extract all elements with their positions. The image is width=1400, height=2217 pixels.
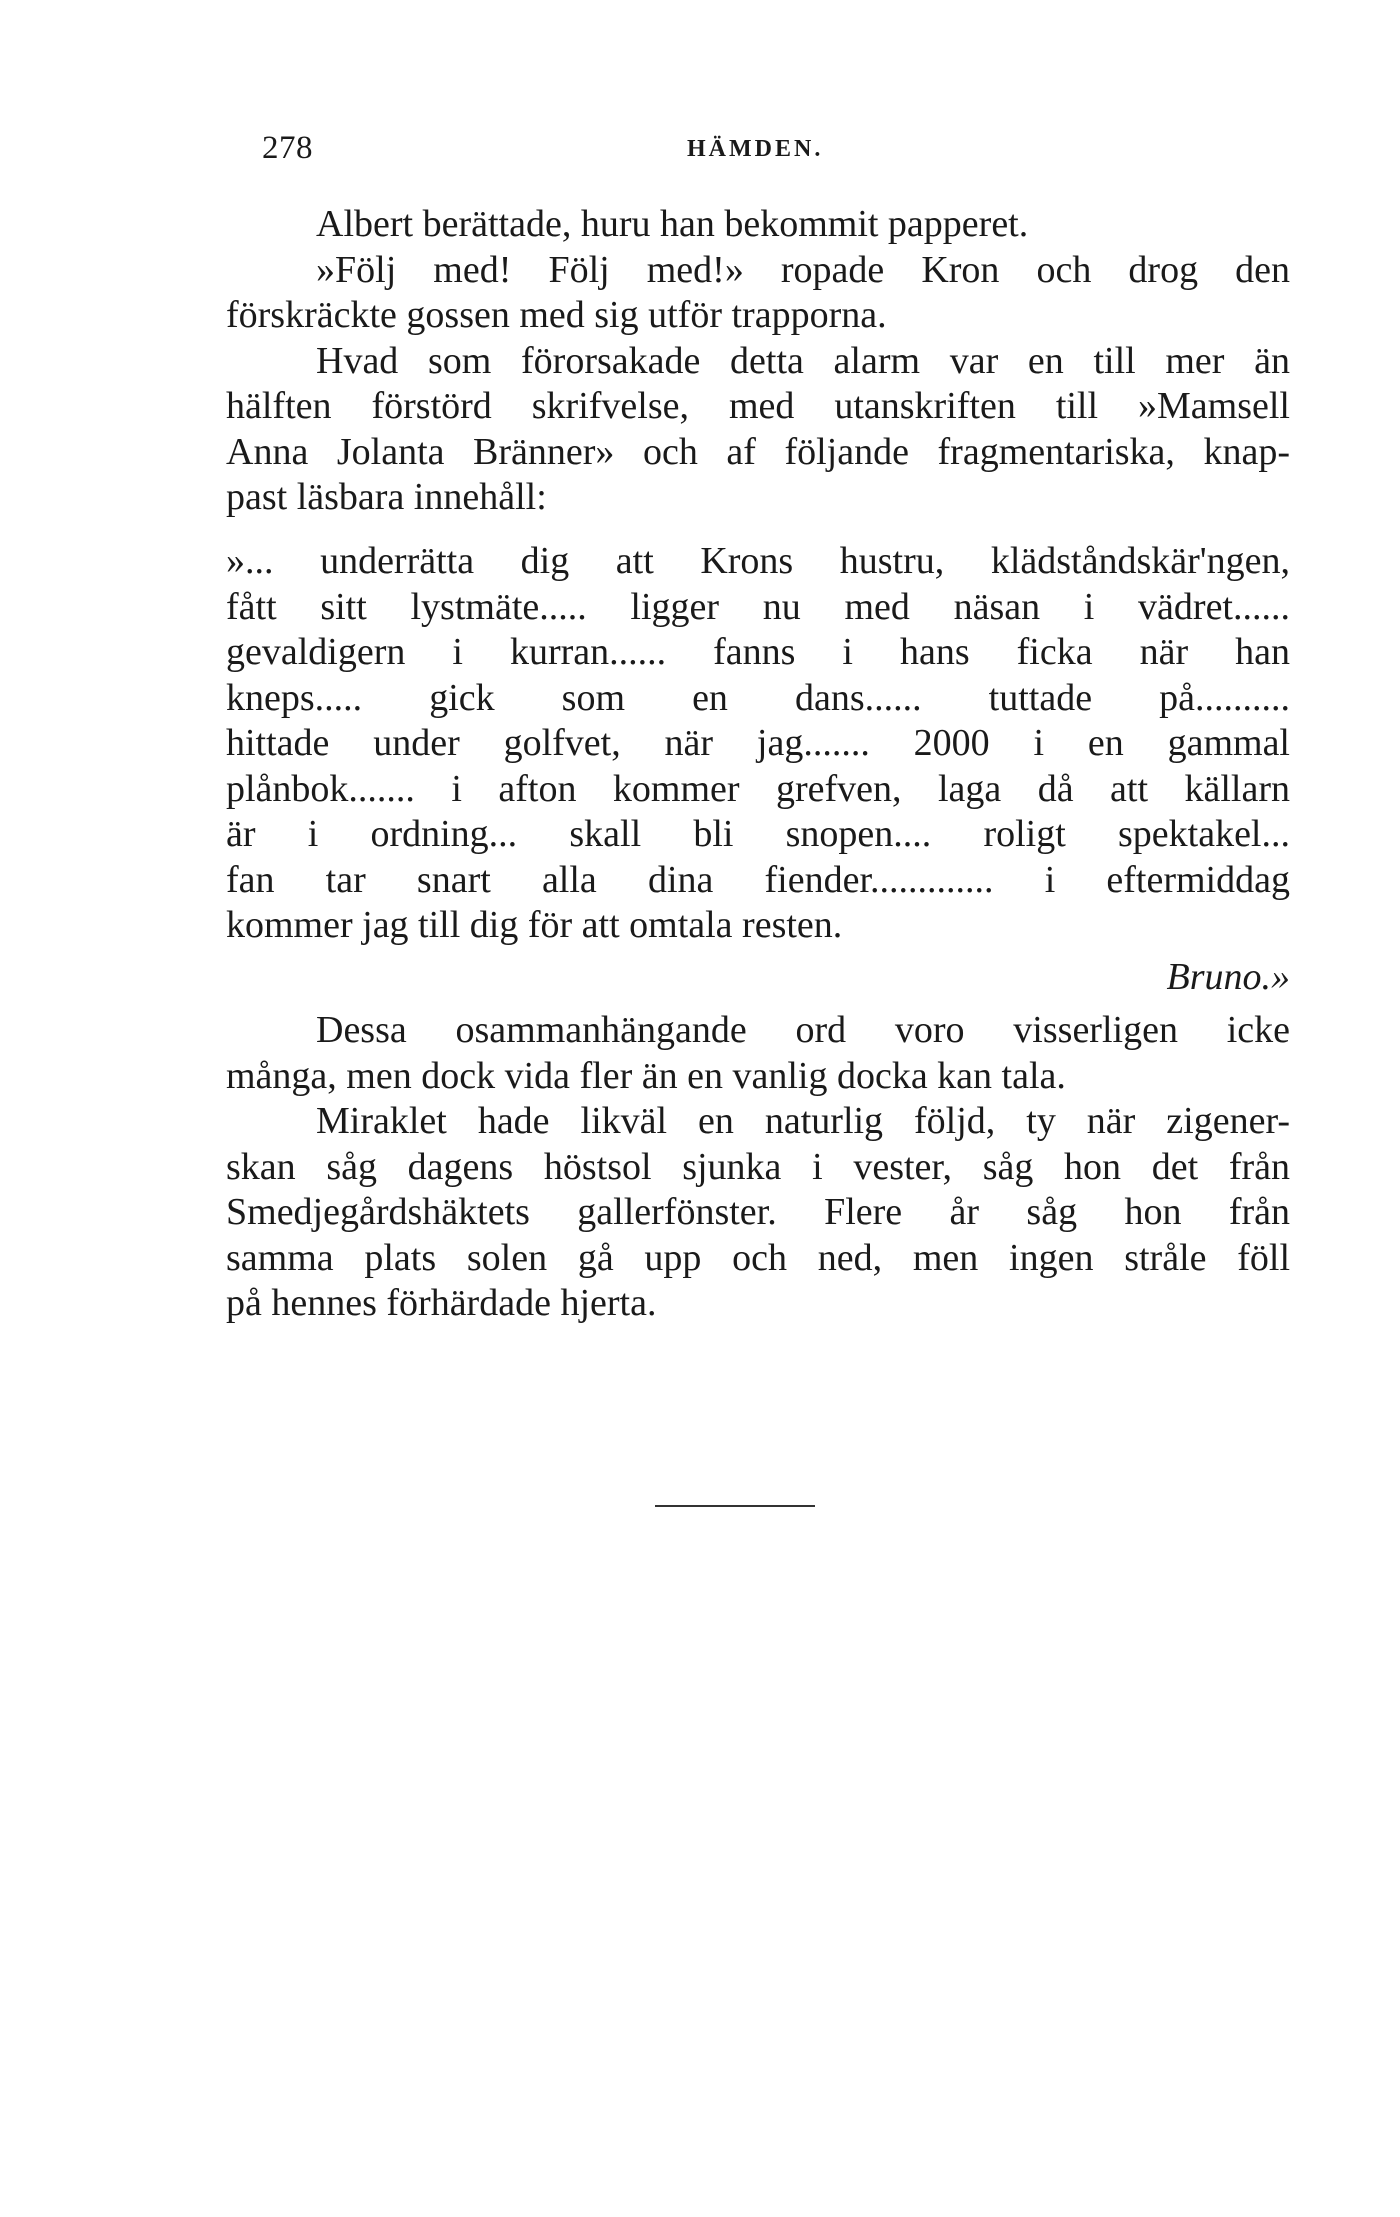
text-line: Hvad som förorsakade detta alarm var en till mer än	[316, 339, 1290, 382]
text-line: många, men dock vida fler än en vanlig docka kan tala.	[226, 1054, 1066, 1097]
text-line: hälften förstörd skrifvelse, med utanskriften till »Mamsell	[226, 385, 1290, 427]
text-line: förskräckte gossen med sig utför trapporna.	[226, 294, 887, 336]
opening-paragraphs	[226, 202, 1290, 521]
letter-line: »... underrätta dig att Krons hustru, klädståndskär'ngen,	[226, 540, 1290, 582]
letter-line: fått sitt lystmäte..... ligger nu med näsan i vädret......	[226, 585, 1290, 628]
text-line: »Följ med! Följ med!» ropade Kron och drog den	[316, 248, 1290, 291]
letter-line: hittade under golfvet, när jag....... 2000 i en gammal	[226, 722, 1290, 764]
text-line: skan såg dagens höstsol sjunka i vester, såg hon det från	[226, 1145, 1290, 1188]
letter-line: plånbok....... i afton kommer grefven, laga då att källarn	[226, 767, 1290, 810]
text-line: past läsbara innehåll:	[226, 476, 547, 518]
text-line: samma plats solen gå upp och ned, men ingen stråle föll	[226, 1236, 1290, 1279]
letter-line: gevaldigern i kurran...... fanns i hans ficka när han	[226, 631, 1290, 673]
closing-paragraphs	[226, 1008, 1290, 1327]
text-line: Miraklet hade likväl en naturlig följd, ty när zigener-	[316, 1100, 1290, 1142]
letter-line: är i ordning... skall bli snopen.... roligt spektakel...	[226, 813, 1290, 855]
running-head: HÄMDEN.	[687, 136, 824, 162]
section-end-rule	[655, 1505, 815, 1507]
page-number: 278	[262, 130, 313, 166]
letter-line: kommer jag till dig för att omtala resten.	[226, 904, 843, 946]
letter-line: fan tar snart alla dina fiender............. i eftermiddag	[226, 858, 1290, 901]
text-line: på hennes förhärdade hjerta.	[226, 1282, 657, 1324]
letter-signature: Bruno.»	[1166, 955, 1290, 998]
text-line: Dessa osammanhängande ord voro visserligen icke	[316, 1009, 1290, 1051]
text-line: Anna Jolanta Bränner» och af följande fragmentariska, knap-	[226, 430, 1290, 473]
letter-fragment	[226, 539, 1290, 1000]
letter-line: kneps..... gick som en dans...... tuttade på..........	[226, 676, 1290, 719]
page-header	[262, 130, 1199, 178]
text-line: Smedjegårdshäktets gallerfönster. Flere år såg hon från	[226, 1191, 1290, 1233]
text-line: Albert berättade, huru han bekommit papperet.	[316, 203, 1029, 245]
